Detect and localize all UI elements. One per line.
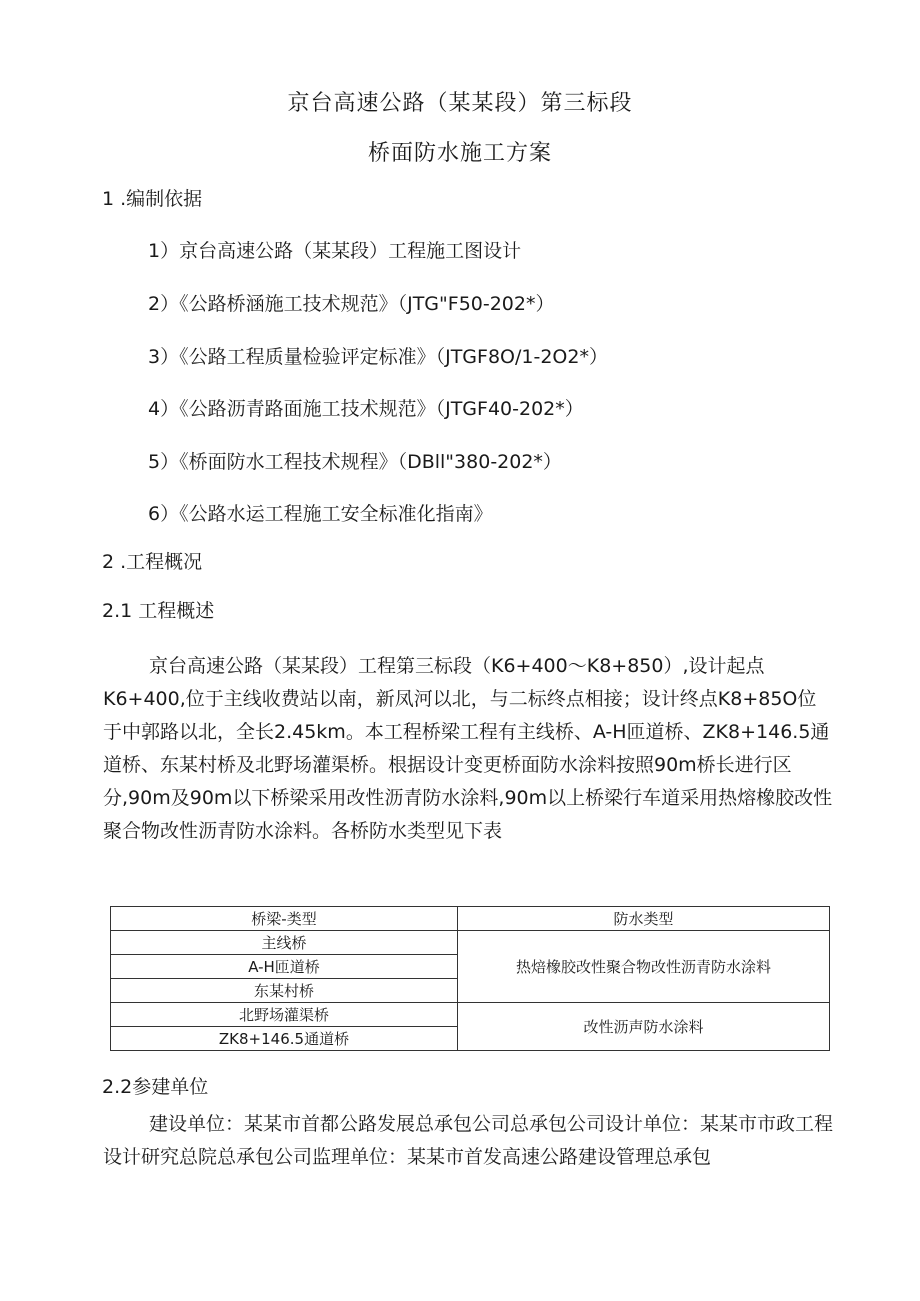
table-header-type: 防水类型 — [458, 907, 830, 931]
bridge-name-cell: A-H匝道桥 — [111, 955, 458, 979]
document-subtitle: 桥面防水施工方案 — [367, 141, 552, 166]
bridge-name-cell: 主线桥 — [111, 931, 458, 955]
section-2-1-heading: 2.1 工程概述 — [102, 600, 215, 622]
project-overview-text: 京台高速公路（某某段）工程第三标段（K6+400～K8+850）,设计起点K6+400,位于主线收费站以南，新凤河以北，与二标终点相接；设计终点K8+85O位于中郭路以北，全长2.45km。本工程桥梁工程有主线桥、A-H匝道桥、ZK8+146.5通道桥、东某村桥及北野场灌渠桥。根据设计变更桥面防水涂料按照90m桥长进行区分,90m及90m以下桥梁采用改性沥青防水涂料,90m以上桥梁行车道采用热熔橡胶改性聚合物改性沥青防水涂料。各桥防水类型见下表 — [103, 655, 833, 842]
basis-item-3: 3）《公路工程质量检验评定标准》（JTGF8O/1-2O2*） — [148, 346, 608, 368]
table-row — [111, 931, 830, 955]
section-1-heading: 1 .编制依据 — [102, 188, 203, 210]
waterproof-type-cell: 热焙橡胶改性聚合物改性沥青防水涂料 — [458, 931, 830, 1003]
bridge-name-cell: 北野场灌渠桥 — [111, 1003, 458, 1027]
project-overview-paragraph — [103, 650, 833, 848]
basis-item-6: 6）《公路水运工程施工安全标准化指南》 — [148, 503, 493, 525]
table-header-row — [111, 907, 830, 931]
basis-item-2: 2）《公路桥涵施工技术规范》（JTG"F50-202*） — [148, 293, 555, 315]
waterproofing-type-table — [110, 906, 830, 1051]
waterproof-type-cell: 改性沥声防水涂料 — [458, 1003, 830, 1051]
bridge-name-cell: ZK8+146.5通道桥 — [111, 1027, 458, 1051]
section-2-2-heading: 2.2参建单位 — [102, 1076, 209, 1098]
table-header-bridge: 桥梁-类型 — [111, 907, 458, 931]
bridge-name-cell: 东某村桥 — [111, 979, 458, 1003]
participants-text: 建设单位：某某市首都公路发展总承包公司总承包公司设计单位：某某市市政工程设计研究总院总承包公司监理单位：某某市首发高速公路建设管理总承包 — [103, 1113, 834, 1168]
document-title: 京台高速公路（某某段）第三标段 — [287, 91, 633, 116]
table-row — [111, 1003, 830, 1027]
basis-item-1: 1）京台高速公路（某某段）工程施工图设计 — [148, 240, 522, 262]
basis-item-5: 5）《桥面防水工程技术规程》（DBll"380-202*） — [148, 451, 562, 473]
basis-item-4: 4）《公路沥青路面施工技术规范》（JTGF40-202*） — [148, 398, 584, 420]
section-2-heading: 2 .工程概况 — [102, 551, 203, 573]
participants-paragraph — [103, 1108, 833, 1174]
